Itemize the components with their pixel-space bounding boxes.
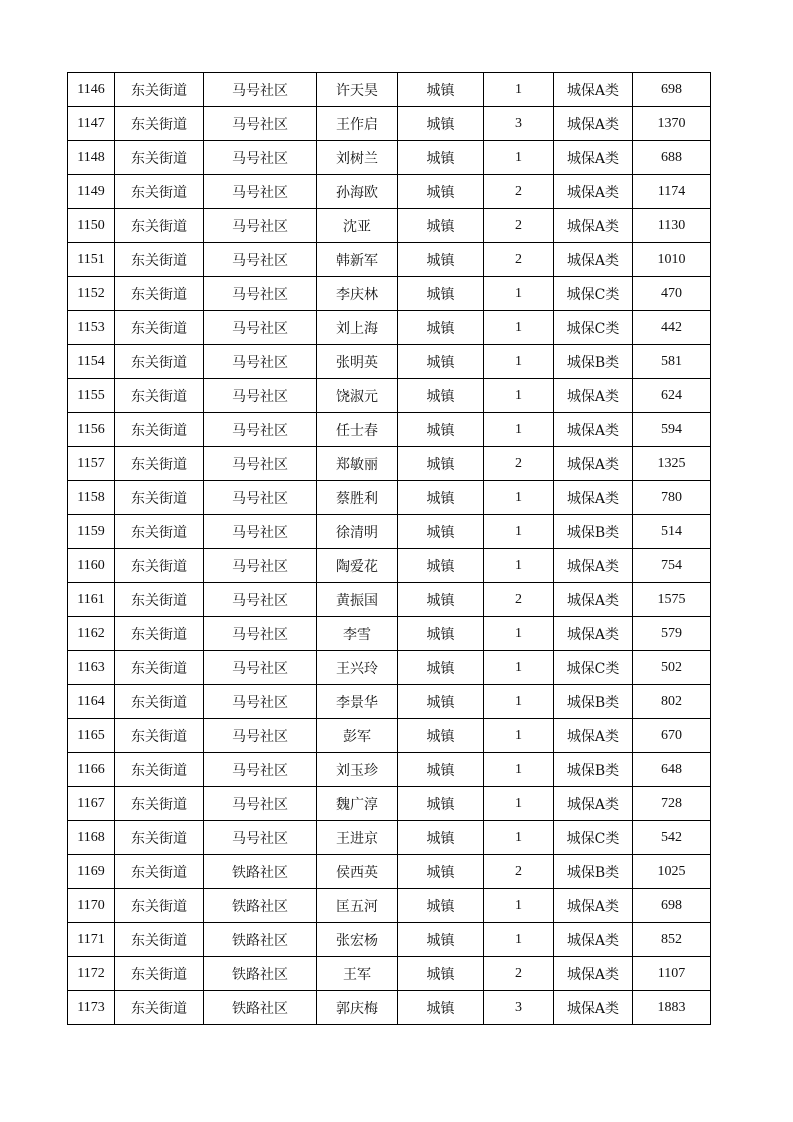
name-cell: 刘玉珍	[317, 753, 398, 787]
street-cell: 东关街道	[115, 583, 204, 617]
name-cell: 侯西英	[317, 855, 398, 889]
amount-cell: 802	[633, 685, 711, 719]
household-type-cell: 城镇	[398, 753, 484, 787]
community-cell: 马号社区	[204, 413, 317, 447]
household-type-cell: 城镇	[398, 617, 484, 651]
street-cell: 东关街道	[115, 685, 204, 719]
category-cell: 城保B类	[554, 685, 633, 719]
name-cell: 徐清明	[317, 515, 398, 549]
category-cell: 城保A类	[554, 243, 633, 277]
table-row	[68, 923, 711, 957]
category-cell: 城保A类	[554, 957, 633, 991]
persons-cell: 1	[484, 787, 554, 821]
serial-number-cell: 1162	[68, 617, 115, 651]
name-cell: 王兴玲	[317, 651, 398, 685]
street-cell: 东关街道	[115, 73, 204, 107]
serial-number-cell: 1158	[68, 481, 115, 515]
persons-cell: 1	[484, 821, 554, 855]
community-cell: 铁路社区	[204, 957, 317, 991]
name-cell: 李庆林	[317, 277, 398, 311]
household-type-cell: 城镇	[398, 141, 484, 175]
name-cell: 韩新军	[317, 243, 398, 277]
serial-number-cell: 1171	[68, 923, 115, 957]
amount-cell: 594	[633, 413, 711, 447]
community-cell: 马号社区	[204, 447, 317, 481]
name-cell: 匡五河	[317, 889, 398, 923]
table-row	[68, 243, 711, 277]
street-cell: 东关街道	[115, 787, 204, 821]
name-cell: 任士春	[317, 413, 398, 447]
category-cell: 城保A类	[554, 107, 633, 141]
category-cell: 城保C类	[554, 311, 633, 345]
category-cell: 城保C类	[554, 277, 633, 311]
household-type-cell: 城镇	[398, 889, 484, 923]
name-cell: 陶爱花	[317, 549, 398, 583]
category-cell: 城保C类	[554, 651, 633, 685]
name-cell: 许天昊	[317, 73, 398, 107]
street-cell: 东关街道	[115, 107, 204, 141]
community-cell: 马号社区	[204, 141, 317, 175]
amount-cell: 1010	[633, 243, 711, 277]
community-cell: 铁路社区	[204, 889, 317, 923]
table-row	[68, 651, 711, 685]
street-cell: 东关街道	[115, 719, 204, 753]
name-cell: 彭军	[317, 719, 398, 753]
category-cell: 城保A类	[554, 141, 633, 175]
community-cell: 马号社区	[204, 379, 317, 413]
household-type-cell: 城镇	[398, 923, 484, 957]
serial-number-cell: 1160	[68, 549, 115, 583]
street-cell: 东关街道	[115, 753, 204, 787]
category-cell: 城保A类	[554, 787, 633, 821]
persons-cell: 1	[484, 719, 554, 753]
serial-number-cell: 1167	[68, 787, 115, 821]
persons-cell: 1	[484, 481, 554, 515]
household-type-cell: 城镇	[398, 991, 484, 1025]
persons-cell: 1	[484, 311, 554, 345]
category-cell: 城保C类	[554, 821, 633, 855]
community-cell: 马号社区	[204, 617, 317, 651]
amount-cell: 688	[633, 141, 711, 175]
household-type-cell: 城镇	[398, 651, 484, 685]
household-type-cell: 城镇	[398, 107, 484, 141]
persons-cell: 1	[484, 73, 554, 107]
category-cell: 城保A类	[554, 447, 633, 481]
street-cell: 东关街道	[115, 243, 204, 277]
persons-cell: 2	[484, 957, 554, 991]
category-cell: 城保A类	[554, 549, 633, 583]
street-cell: 东关街道	[115, 821, 204, 855]
amount-cell: 579	[633, 617, 711, 651]
name-cell: 王军	[317, 957, 398, 991]
serial-number-cell: 1150	[68, 209, 115, 243]
community-cell: 马号社区	[204, 243, 317, 277]
persons-cell: 1	[484, 753, 554, 787]
category-cell: 城保A类	[554, 889, 633, 923]
persons-cell: 2	[484, 175, 554, 209]
amount-cell: 1883	[633, 991, 711, 1025]
table-row	[68, 617, 711, 651]
community-cell: 马号社区	[204, 209, 317, 243]
street-cell: 东关街道	[115, 855, 204, 889]
amount-cell: 648	[633, 753, 711, 787]
persons-cell: 1	[484, 379, 554, 413]
name-cell: 孙海欧	[317, 175, 398, 209]
amount-cell: 1107	[633, 957, 711, 991]
persons-cell: 1	[484, 413, 554, 447]
name-cell: 李景华	[317, 685, 398, 719]
street-cell: 东关街道	[115, 413, 204, 447]
community-cell: 铁路社区	[204, 991, 317, 1025]
table-row	[68, 413, 711, 447]
street-cell: 东关街道	[115, 311, 204, 345]
amount-cell: 502	[633, 651, 711, 685]
amount-cell: 1370	[633, 107, 711, 141]
household-type-cell: 城镇	[398, 175, 484, 209]
persons-cell: 3	[484, 107, 554, 141]
community-cell: 马号社区	[204, 73, 317, 107]
amount-cell: 1174	[633, 175, 711, 209]
table-row	[68, 549, 711, 583]
street-cell: 东关街道	[115, 141, 204, 175]
name-cell: 郭庆梅	[317, 991, 398, 1025]
table-row	[68, 889, 711, 923]
table-row	[68, 141, 711, 175]
amount-cell: 698	[633, 889, 711, 923]
serial-number-cell: 1155	[68, 379, 115, 413]
table-row	[68, 821, 711, 855]
table-row	[68, 277, 711, 311]
amount-cell: 780	[633, 481, 711, 515]
serial-number-cell: 1161	[68, 583, 115, 617]
category-cell: 城保A类	[554, 73, 633, 107]
persons-cell: 1	[484, 515, 554, 549]
table-row	[68, 515, 711, 549]
serial-number-cell: 1151	[68, 243, 115, 277]
table-row	[68, 957, 711, 991]
persons-cell: 1	[484, 651, 554, 685]
serial-number-cell: 1156	[68, 413, 115, 447]
name-cell: 李雪	[317, 617, 398, 651]
community-cell: 马号社区	[204, 583, 317, 617]
category-cell: 城保B类	[554, 345, 633, 379]
serial-number-cell: 1154	[68, 345, 115, 379]
household-type-cell: 城镇	[398, 277, 484, 311]
table-row	[68, 209, 711, 243]
persons-cell: 1	[484, 277, 554, 311]
persons-cell: 1	[484, 549, 554, 583]
serial-number-cell: 1173	[68, 991, 115, 1025]
household-type-cell: 城镇	[398, 379, 484, 413]
persons-cell: 2	[484, 243, 554, 277]
household-type-cell: 城镇	[398, 243, 484, 277]
amount-cell: 514	[633, 515, 711, 549]
table-row	[68, 753, 711, 787]
serial-number-cell: 1152	[68, 277, 115, 311]
amount-cell: 542	[633, 821, 711, 855]
community-cell: 马号社区	[204, 549, 317, 583]
roster-table	[67, 72, 711, 1025]
household-type-cell: 城镇	[398, 447, 484, 481]
household-type-cell: 城镇	[398, 583, 484, 617]
street-cell: 东关街道	[115, 481, 204, 515]
name-cell: 刘上海	[317, 311, 398, 345]
amount-cell: 470	[633, 277, 711, 311]
serial-number-cell: 1146	[68, 73, 115, 107]
persons-cell: 2	[484, 583, 554, 617]
community-cell: 马号社区	[204, 753, 317, 787]
table-row	[68, 855, 711, 889]
table-row	[68, 379, 711, 413]
street-cell: 东关街道	[115, 617, 204, 651]
category-cell: 城保A类	[554, 617, 633, 651]
persons-cell: 1	[484, 345, 554, 379]
name-cell: 饶淑元	[317, 379, 398, 413]
persons-cell: 2	[484, 855, 554, 889]
name-cell: 魏广淳	[317, 787, 398, 821]
category-cell: 城保B类	[554, 753, 633, 787]
table-row	[68, 73, 711, 107]
community-cell: 马号社区	[204, 719, 317, 753]
amount-cell: 1325	[633, 447, 711, 481]
street-cell: 东关街道	[115, 209, 204, 243]
name-cell: 沈亚	[317, 209, 398, 243]
table-row	[68, 311, 711, 345]
category-cell: 城保B类	[554, 855, 633, 889]
name-cell: 张宏杨	[317, 923, 398, 957]
household-type-cell: 城镇	[398, 855, 484, 889]
category-cell: 城保A类	[554, 923, 633, 957]
table-row	[68, 583, 711, 617]
street-cell: 东关街道	[115, 549, 204, 583]
name-cell: 刘树兰	[317, 141, 398, 175]
household-type-cell: 城镇	[398, 345, 484, 379]
category-cell: 城保A类	[554, 481, 633, 515]
amount-cell: 624	[633, 379, 711, 413]
serial-number-cell: 1170	[68, 889, 115, 923]
community-cell: 马号社区	[204, 345, 317, 379]
category-cell: 城保A类	[554, 175, 633, 209]
street-cell: 东关街道	[115, 345, 204, 379]
community-cell: 马号社区	[204, 821, 317, 855]
category-cell: 城保A类	[554, 991, 633, 1025]
roster-body	[68, 73, 711, 1025]
category-cell: 城保A类	[554, 379, 633, 413]
serial-number-cell: 1166	[68, 753, 115, 787]
household-type-cell: 城镇	[398, 821, 484, 855]
table-row	[68, 991, 711, 1025]
serial-number-cell: 1172	[68, 957, 115, 991]
name-cell: 王作启	[317, 107, 398, 141]
household-type-cell: 城镇	[398, 209, 484, 243]
community-cell: 铁路社区	[204, 855, 317, 889]
street-cell: 东关街道	[115, 515, 204, 549]
category-cell: 城保A类	[554, 413, 633, 447]
persons-cell: 1	[484, 141, 554, 175]
table-row	[68, 447, 711, 481]
serial-number-cell: 1153	[68, 311, 115, 345]
community-cell: 铁路社区	[204, 923, 317, 957]
category-cell: 城保A类	[554, 719, 633, 753]
street-cell: 东关街道	[115, 651, 204, 685]
table-row	[68, 345, 711, 379]
amount-cell: 581	[633, 345, 711, 379]
amount-cell: 754	[633, 549, 711, 583]
street-cell: 东关街道	[115, 379, 204, 413]
persons-cell: 1	[484, 685, 554, 719]
category-cell: 城保A类	[554, 583, 633, 617]
category-cell: 城保B类	[554, 515, 633, 549]
amount-cell: 1025	[633, 855, 711, 889]
household-type-cell: 城镇	[398, 311, 484, 345]
serial-number-cell: 1168	[68, 821, 115, 855]
street-cell: 东关街道	[115, 447, 204, 481]
table-row	[68, 685, 711, 719]
amount-cell: 698	[633, 73, 711, 107]
household-type-cell: 城镇	[398, 549, 484, 583]
amount-cell: 442	[633, 311, 711, 345]
persons-cell: 1	[484, 617, 554, 651]
community-cell: 马号社区	[204, 685, 317, 719]
name-cell: 郑敏丽	[317, 447, 398, 481]
serial-number-cell: 1165	[68, 719, 115, 753]
category-cell: 城保A类	[554, 209, 633, 243]
serial-number-cell: 1149	[68, 175, 115, 209]
household-type-cell: 城镇	[398, 685, 484, 719]
street-cell: 东关街道	[115, 889, 204, 923]
community-cell: 马号社区	[204, 175, 317, 209]
table-row	[68, 175, 711, 209]
household-type-cell: 城镇	[398, 957, 484, 991]
household-type-cell: 城镇	[398, 481, 484, 515]
street-cell: 东关街道	[115, 923, 204, 957]
serial-number-cell: 1148	[68, 141, 115, 175]
persons-cell: 1	[484, 889, 554, 923]
community-cell: 马号社区	[204, 515, 317, 549]
household-type-cell: 城镇	[398, 787, 484, 821]
table-row	[68, 787, 711, 821]
serial-number-cell: 1147	[68, 107, 115, 141]
serial-number-cell: 1157	[68, 447, 115, 481]
serial-number-cell: 1169	[68, 855, 115, 889]
household-type-cell: 城镇	[398, 515, 484, 549]
table-row	[68, 719, 711, 753]
table-row	[68, 107, 711, 141]
amount-cell: 1575	[633, 583, 711, 617]
persons-cell: 2	[484, 209, 554, 243]
community-cell: 马号社区	[204, 107, 317, 141]
name-cell: 黄振国	[317, 583, 398, 617]
name-cell: 蔡胜利	[317, 481, 398, 515]
household-type-cell: 城镇	[398, 73, 484, 107]
name-cell: 张明英	[317, 345, 398, 379]
persons-cell: 2	[484, 447, 554, 481]
community-cell: 马号社区	[204, 787, 317, 821]
street-cell: 东关街道	[115, 277, 204, 311]
persons-cell: 3	[484, 991, 554, 1025]
amount-cell: 852	[633, 923, 711, 957]
community-cell: 马号社区	[204, 651, 317, 685]
name-cell: 王进京	[317, 821, 398, 855]
serial-number-cell: 1159	[68, 515, 115, 549]
household-type-cell: 城镇	[398, 413, 484, 447]
street-cell: 东关街道	[115, 175, 204, 209]
serial-number-cell: 1163	[68, 651, 115, 685]
amount-cell: 728	[633, 787, 711, 821]
amount-cell: 1130	[633, 209, 711, 243]
household-type-cell: 城镇	[398, 719, 484, 753]
community-cell: 马号社区	[204, 277, 317, 311]
amount-cell: 670	[633, 719, 711, 753]
serial-number-cell: 1164	[68, 685, 115, 719]
community-cell: 马号社区	[204, 311, 317, 345]
table-row	[68, 481, 711, 515]
persons-cell: 1	[484, 923, 554, 957]
street-cell: 东关街道	[115, 957, 204, 991]
community-cell: 马号社区	[204, 481, 317, 515]
street-cell: 东关街道	[115, 991, 204, 1025]
